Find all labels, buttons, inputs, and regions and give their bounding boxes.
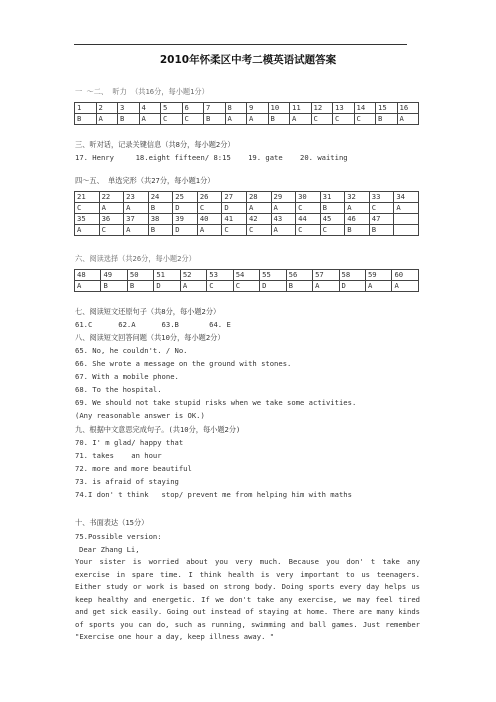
answer-cell: B <box>127 281 153 292</box>
answer-cell: C <box>222 225 247 236</box>
answer-cell: 29 <box>271 192 296 203</box>
answer-cell: C <box>182 114 204 125</box>
answer-cell: 35 <box>75 214 100 225</box>
answer-cell: 8 <box>225 103 247 114</box>
answer-cell: A <box>124 203 149 214</box>
answer-cell: 47 <box>369 214 394 225</box>
answer-cell: B <box>320 203 345 214</box>
answer-cell: B <box>286 281 312 292</box>
answer-cell: B <box>148 203 173 214</box>
answer-cell: 3 <box>118 103 140 114</box>
answer-cell: 25 <box>173 192 198 203</box>
answer-cell: A <box>75 225 100 236</box>
answer-cell: 40 <box>197 214 222 225</box>
answer-cell: 34 <box>394 192 419 203</box>
answer-cell: 22 <box>99 192 124 203</box>
answer-cell: 52 <box>180 270 206 281</box>
sec3-header: 三、听对话，记录关键信息（共8分，每小题2分） <box>75 140 235 149</box>
answer-cell: A <box>271 203 296 214</box>
answer-cell: 31 <box>320 192 345 203</box>
answer-cell: A <box>394 203 419 214</box>
answer-cell: 36 <box>99 214 124 225</box>
answer-cell: 1 <box>75 103 97 114</box>
answer-cell: B <box>369 225 394 236</box>
answer-cell: 23 <box>124 192 149 203</box>
answer-cell: D <box>173 203 198 214</box>
answer-cell: C <box>311 114 333 125</box>
answer-cell: D <box>173 225 198 236</box>
answer-table-row <box>75 225 419 236</box>
answer-cell: C <box>75 203 100 214</box>
sec9-line: 73. is afraid of staying <box>75 477 179 486</box>
letter-greeting: Dear Zhang Li, <box>79 545 140 554</box>
answer-cell: C <box>320 225 345 236</box>
answer-cell: 21 <box>75 192 100 203</box>
answer-cell: 50 <box>127 270 153 281</box>
answer-cell: 51 <box>154 270 180 281</box>
sec8-line: 69. We should not take stupid risks when we take some activities. <box>75 398 357 407</box>
sec6-header: 六、阅读选择（共26分，每小题2分） <box>75 254 196 263</box>
answer-cell: 44 <box>296 214 321 225</box>
answer-cell: B <box>376 114 398 125</box>
answer-cell: A <box>96 114 118 125</box>
answer-cell: 27 <box>222 192 247 203</box>
answer-cell: B <box>204 114 226 125</box>
answer-cell: C <box>207 281 233 292</box>
answer-cell: C <box>354 114 376 125</box>
answer-cell: A <box>139 114 161 125</box>
sec8-line: 65. No, he couldn't. / No. <box>75 346 188 355</box>
answer-cell: A <box>124 225 149 236</box>
answer-cell: 12 <box>311 103 333 114</box>
answer-cell: 41 <box>222 214 247 225</box>
answer-cell: 15 <box>376 103 398 114</box>
answer-cell: D <box>222 203 247 214</box>
sec4-header: 四～五、 单选完形（共27分，每小题1分） <box>75 176 215 185</box>
answer-cell: A <box>197 225 222 236</box>
answer-table-row <box>75 192 419 203</box>
answer-cell: 48 <box>75 270 101 281</box>
answer-cell: 13 <box>333 103 355 114</box>
sec10-version-label: 75.Possible version: <box>75 532 162 541</box>
answer-cell: D <box>260 281 286 292</box>
sec7-header: 七、阅读短文还原句子（共8分，每小题2分） <box>75 307 221 316</box>
sec9-header: 九、根据中文意思完成句子。(共10分，每小题2分) <box>75 425 241 434</box>
answer-cell: 55 <box>260 270 286 281</box>
answer-cell: 26 <box>197 192 222 203</box>
answer-table-row <box>75 281 419 292</box>
answer-cell: A <box>180 281 206 292</box>
sec8-line: 66. She wrote a message on the ground with stones. <box>75 359 292 368</box>
answer-cell: B <box>268 114 290 125</box>
answer-cell: 11 <box>290 103 312 114</box>
answer-cell: 4 <box>139 103 161 114</box>
sec9-line: 74.I don' t think stop/ prevent me from helping him with maths <box>75 490 352 499</box>
answer-cell: B <box>118 114 140 125</box>
answer-cell: A <box>247 114 269 125</box>
answer-cell: 56 <box>286 270 312 281</box>
answer-cell: 32 <box>345 192 370 203</box>
answer-cell: 42 <box>246 214 271 225</box>
answer-table-row <box>75 114 419 125</box>
answer-cell: 33 <box>369 192 394 203</box>
top-rule <box>74 44 407 45</box>
answer-cell: A <box>225 114 247 125</box>
answer-cell: 24 <box>148 192 173 203</box>
sec8-line: 67. With a mobile phone. <box>75 372 179 381</box>
answer-cell: 5 <box>161 103 183 114</box>
answer-cell: D <box>154 281 180 292</box>
answer-cell: 2 <box>96 103 118 114</box>
reading-answer-table <box>74 269 419 292</box>
answer-cell: B <box>148 225 173 236</box>
answer-cell: 7 <box>204 103 226 114</box>
answer-cell: 38 <box>148 214 173 225</box>
answer-cell: 6 <box>182 103 204 114</box>
answer-table-row <box>75 103 419 114</box>
answer-cell: A <box>99 203 124 214</box>
cloze-answer-table <box>74 191 419 236</box>
answer-cell: D <box>339 281 365 292</box>
answer-cell: A <box>246 203 271 214</box>
answer-cell: 30 <box>296 192 321 203</box>
answer-cell: 45 <box>320 214 345 225</box>
answer-cell: C <box>99 225 124 236</box>
sec8-header: 八、阅读短文回答问题（共10分，每小题2分） <box>75 333 225 342</box>
answer-cell: A <box>392 281 419 292</box>
answer-cell: B <box>345 225 370 236</box>
answer-cell: A <box>75 281 101 292</box>
answer-cell: C <box>246 225 271 236</box>
answer-cell: 9 <box>247 103 269 114</box>
letter-body: Your sister is worried about you very much. Because you don' t take any exercise in spare time. I think health is very important to us teenagers. Either study or work is based on strong body. Doing sports every day helps us keep healthy and energetic. If we don't take any exercise, we may feel tired and get sick easily. Going out instead of staying at home. There are many kinds of sports you can do, such as running, swimming and ball games. Just remember "Exercise one hour a day, keep illness away. " <box>75 557 420 641</box>
answer-cell: A <box>365 281 391 292</box>
listening-answer-table <box>74 102 419 125</box>
answer-cell: A <box>397 114 419 125</box>
sec8-note: (Any reasonable answer is OK.) <box>75 411 205 420</box>
answer-cell: 49 <box>101 270 127 281</box>
answer-cell: A <box>271 225 296 236</box>
sec1-header: 一 ～二、 听力 （共16分，每小题1分） <box>75 87 209 96</box>
sec9-line: 72. more and more beautiful <box>75 464 192 473</box>
answer-cell: 59 <box>365 270 391 281</box>
page-title: 2010年怀柔区中考二模英语试题答案 <box>159 54 337 66</box>
answer-cell: A <box>345 203 370 214</box>
answer-cell <box>394 214 419 225</box>
answer-cell: 28 <box>246 192 271 203</box>
sec9-line: 70. I' m glad/ happy that <box>75 438 184 447</box>
answer-cell: 60 <box>392 270 419 281</box>
sec9-line: 71. takes an hour <box>75 451 162 460</box>
answer-cell: A <box>313 281 339 292</box>
answer-table-row <box>75 203 419 214</box>
answer-cell: 37 <box>124 214 149 225</box>
answer-cell: C <box>197 203 222 214</box>
answer-cell: 14 <box>354 103 376 114</box>
answer-cell: 46 <box>345 214 370 225</box>
answer-cell: C <box>161 114 183 125</box>
answer-cell: 16 <box>397 103 419 114</box>
sec3-answers: 17. Henry 18.eight fifteen/ 8:15 19. gate 20. waiting <box>75 153 348 162</box>
answer-cell: 54 <box>233 270 259 281</box>
answer-cell: C <box>369 203 394 214</box>
answer-cell: B <box>75 114 97 125</box>
answer-cell: C <box>296 203 321 214</box>
answer-cell <box>394 225 419 236</box>
answer-cell: A <box>290 114 312 125</box>
answer-table-row <box>75 214 419 225</box>
sec7-answers: 61.C 62.A 63.B 64. E <box>75 320 231 329</box>
answer-cell: C <box>233 281 259 292</box>
answer-cell: C <box>333 114 355 125</box>
answer-cell: 53 <box>207 270 233 281</box>
sec8-line: 68. To the hospital. <box>75 385 162 394</box>
answer-cell: 57 <box>313 270 339 281</box>
sec10-header: 十、书面表达（15分） <box>75 518 149 527</box>
answer-cell: C <box>296 225 321 236</box>
answer-cell: 10 <box>268 103 290 114</box>
answer-table-row <box>75 270 419 281</box>
answer-cell: B <box>101 281 127 292</box>
answer-cell: 43 <box>271 214 296 225</box>
answer-cell: 39 <box>173 214 198 225</box>
answer-cell: 58 <box>339 270 365 281</box>
